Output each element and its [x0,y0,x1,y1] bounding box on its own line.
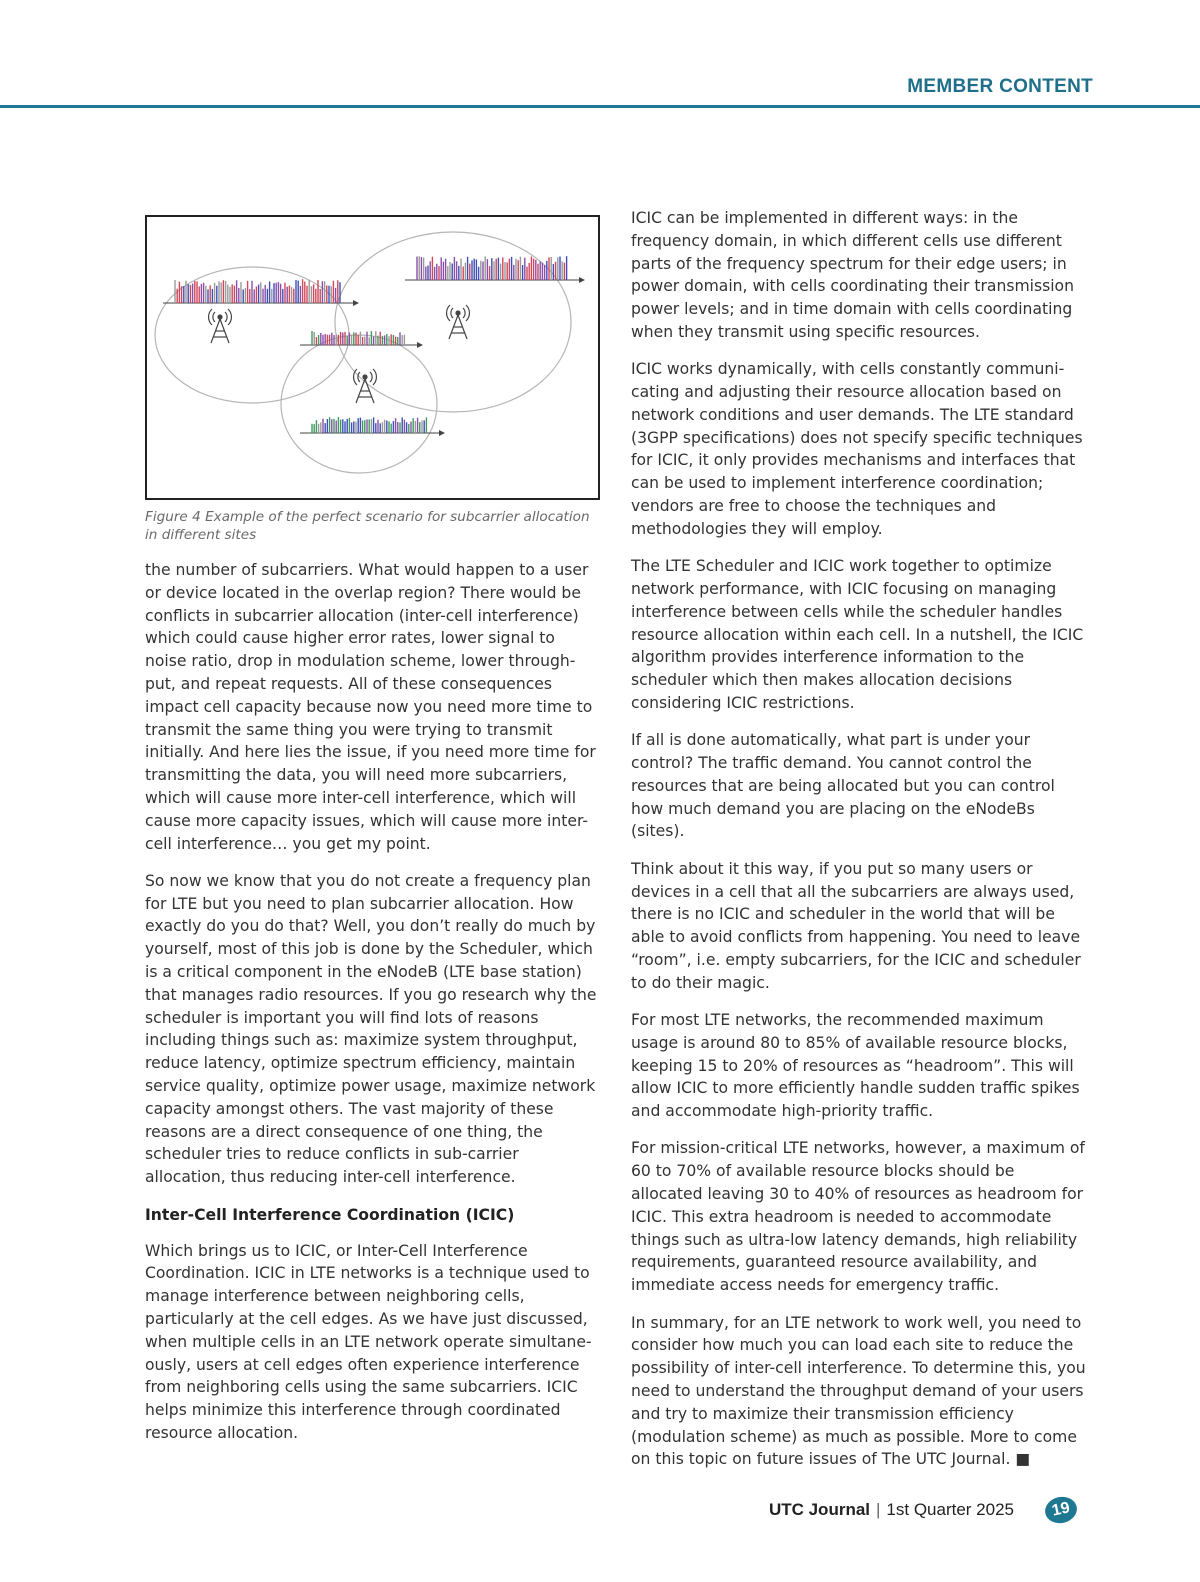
spectrum-cell-2 [405,256,585,283]
right-paragraph-8: In summary, for an LTE network to work well, you need to consider how much you can load each site to reduce the possibility of inter-cell interference. To determine this, you need to understand the throughput demand of your users and try to maximize their transmission efficiency (modulation scheme) as much as possible. More to come on this topic on future issues of The UTC Journal. ■ [631,1313,1086,1469]
right-paragraph-1: ICIC can be implemented in different ways: in the frequency domain, in which different cells use different parts of the frequency spectrum for their edge users; in power domain, with cells coordinating their transmission power levels; and in time domain with cells coordinating when they transmit using specific resources. [631,209,1074,341]
footer-journal: UTC Journal [768,1500,870,1519]
page-number-badge: 19 [1043,1494,1080,1526]
spectrum-cell-1 [163,279,359,306]
footer-issue: 1st Quarter 2025 [886,1500,1014,1519]
left-column [145,215,600,1459]
footer-separator: | [876,1500,881,1519]
subcarrier-allocation-diagram [147,217,598,498]
footer [769,1500,1014,1520]
right-paragraph-6: For most LTE networks, the recommended maximum usage is around 80 to 85% of available resource blocks, keeping 15 to 20% of resources as “headroom”. This will allow ICIC to more efficiently handle sudden traffic spikes and accommodate high-priority traffic. [631,1011,1080,1121]
right-paragraph-5: Think about it this way, if you put so many users or devices in a cell that all the subcarriers are always used, there is no ICIC and scheduler in the world that will be able to avoid conflicts from happening. You need to leave “room”, i.e. empty subcarriers, for the ICIC and scheduler to do their magic. [631,859,1081,992]
left-paragraph-2: So now we know that you do not create a frequency plan for LTE but you need to plan subcarrier allocation. How exactly do you do that? Well, you don’t really do much by yourself, most of this job is done by the Scheduler, which is a critical component in the eNodeB (LTE base station) that manages radio resources. If you go research why the scheduler is important you will find lots of reasons including things such as: maximize system throughput, reduce latency, optimize spectrum efficiency, maintain service quality, optimize power usage, maximize network capacity amongst others. The vast majority of these reasons are a direct consequence of one thing, the scheduler tries to reduce conflicts in sub-carrier allocation, thus reducing inter-cell interference. [145,871,597,1187]
header-rule [0,105,1200,108]
right-column [631,207,1086,1486]
spectrum-overlap [300,331,423,348]
spectrum-cell-3 [300,417,445,436]
section-label: MEMBER CONTENT [907,76,1093,97]
left-paragraph-3: Which brings us to ICIC, or Inter-Cell Interference Coordination. ICIC in LTE networks is a technique used to manage interference between neighboring cells, particularly at the cell edges. As we have just discussed, when multiple cells in an LTE network operate simultane-ously, users at cell edges often experience interference from neighboring cells using the same subcarriers. ICIC helps minimize this interference through coordinated resource allocation. [145,1241,592,1442]
cell-tower-icon [447,305,470,339]
left-paragraph-1: the number of subcarriers. What would happen to a user or device located in the overlap region? There would be conflicts in subcarrier allocation (inter-cell interference) which could cause higher error rates, lower signal to noise ratio, drop in modulation scheme, lower through-put, and repeat requests. All of these consequences impact cell capacity because now you need more time to transmit the same thing you were trying to transmit initially. And here lies the issue, if you need more time for transmitting the data, you will need more subcarriers, which will cause more inter-cell interference, which will cause more capacity issues, which will cause more inter-cell interference… you get my point. [145,561,596,853]
cell-coverage-3 [281,335,437,473]
right-paragraph-7: For mission-critical LTE networks, however, a maximum of 60 to 70% of available resource blocks should be allocated leaving 30 to 40% of resources as headroom for ICIC. This extra headroom is needed to accommodate things such as ultra-low latency demands, high reliability requirements, guaranteed resource availability, and immediate access needs for emergency traffic. [631,1139,1085,1295]
section-heading-icic: Inter-Cell Interference Coordination (ICIC) [145,1205,515,1224]
figure-4 [145,215,600,500]
right-paragraph-4: If all is done automatically, what part is under your control? The traffic demand. You cannot control the resources that are being allocated but you can control how much demand you are placing on the eNodeBs (sites). [631,731,1055,841]
figure-caption: Figure 4 Example of the perfect scenario for subcarrier allocation in different sites [145,509,590,543]
right-paragraph-2: ICIC works dynamically, with cells constantly communi-cating and adjusting their resource allocation based on network conditions and user demands. The LTE standard (3GPP specifications) does not specify specific techniques for ICIC, it only provides mechanisms and interfaces that can be used to implement interference coordination; vendors are free to choose the techniques and methodologies they will employ. [631,360,1083,538]
right-paragraph-3: The LTE Scheduler and ICIC work together to optimize network performance, with ICIC focusing on managing interference between cells while the scheduler handles resource allocation within each cell. In a nutshell, the ICIC algorithm provides interference information to the scheduler which then makes allocation decisions considering ICIC restrictions. [631,557,1084,712]
cell-coverage-2 [335,232,571,412]
cell-tower-icon [209,309,232,343]
